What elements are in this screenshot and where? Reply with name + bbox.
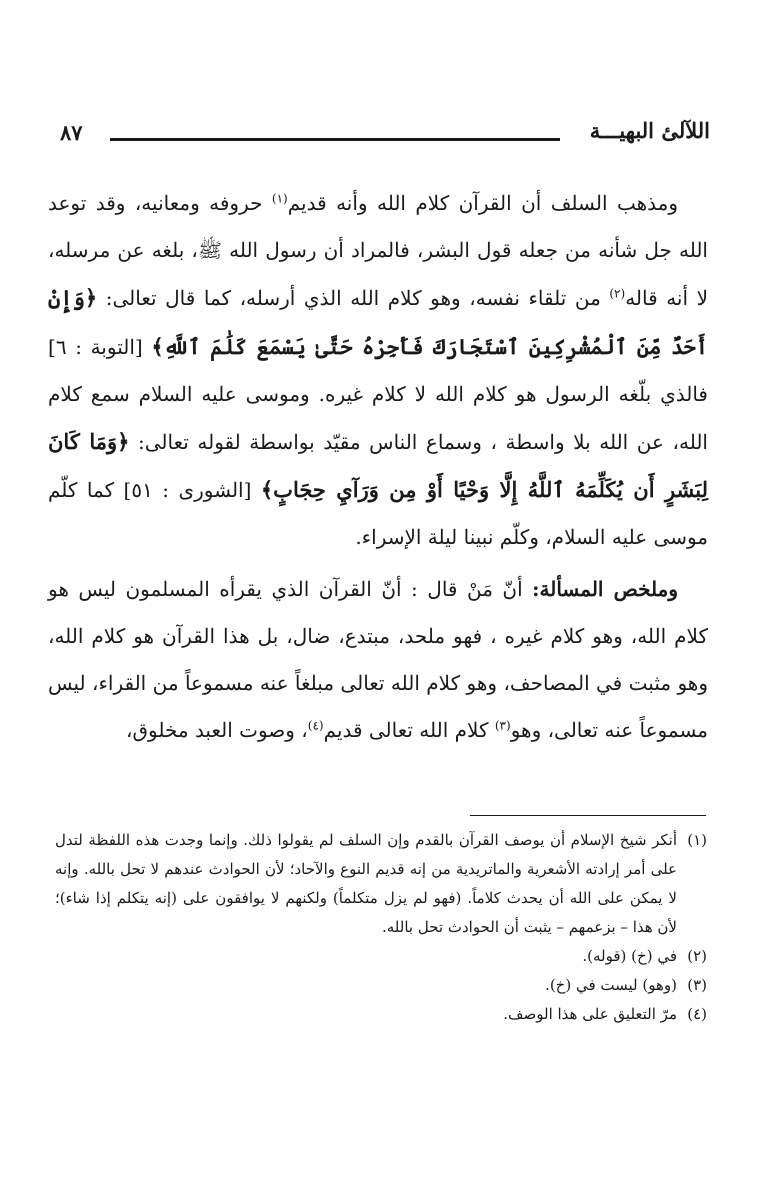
footnote-text: (وهو) ليست في (خ). — [545, 976, 677, 994]
paragraph-text: أنّ مَنْ قال : أنّ القرآن الذي يقرأه المسلمون ليس هو كلام الله، وهو كلام غيره ، فهو ملحد، مبتدع، ضال، بل هذا القرآن هو كلام الله، وهو مثبت في المصاحف، وهو كلام الله تعالى مبلغاً عنه مسموعاً من القراء، ليس مسموعاً عنه تعالى، وهو — [48, 576, 708, 743]
paragraph-text: [التوبة : ٦] فالذي بلّغه الرسول هو كلام الله لا كلام غيره. وموسى عليه السلام سمع كلام الله، عن الله بلا واسطة ، وسماع الناس مقيّد بواسطة لقوله تعالى: — [48, 334, 708, 455]
footnote-ref-3: (٣) — [494, 718, 511, 733]
footnote-text: في (خ) (قوله). — [582, 947, 677, 965]
footnote-ref-4: (٤) — [307, 718, 324, 733]
footnote-text: مرّ التعليق على هذا الوصف. — [503, 1005, 677, 1023]
footnote-4 — [55, 1000, 707, 1029]
paragraph-1 — [48, 180, 708, 562]
section-lead: وملخص المسألة: — [532, 576, 678, 601]
footnote-text: أنكر شيخ الإسلام أن يوصف القرآن بالقدم وإن السلف لم يقولوا ذلك. وإنما وجدت هذه اللفظة لتدل على أمر إرادته الأشعرية والماتريدية من إنه قديم النوع والآحاد؛ لأن الحوادث عندهم لا تحل بالله. وإنه لا يمكن على الله أن يحدث كلاماً. (فهو لم يزل متكلماً) ولكنهم لا يوافقون على (إنه يتكلم إذا شاء)؛ لأن هذا – بزعمهم – يثبت أن الحوادث تحل بالله. — [55, 831, 677, 936]
running-header — [60, 118, 710, 158]
quran-verse-2: ﴿وَمَا كَانَ لِبَشَرٍ أَن يُكَلِّمَهُ ٱللَّهُ إِلَّا وَحْيًا أَوْ مِن وَرَآيِ حِجَابٍ﴾ — [48, 429, 709, 503]
paragraph-text: ومذهب السلف أن القرآن كلام الله وأنه قديم — [287, 191, 678, 215]
page-number: ٨٧ — [60, 120, 83, 145]
footnote-number: (٢) — [687, 947, 707, 965]
paragraph-2 — [48, 566, 708, 755]
footnote-separator — [470, 815, 706, 816]
header-rule — [110, 138, 560, 141]
footnote-1 — [55, 826, 707, 942]
main-text — [48, 180, 708, 754]
paragraph-text: من تلقاء نفسه، وهو كلام الله الذي أرسله، كما قال تعالى: — [97, 286, 610, 311]
running-title: اللآلئ البهيـــة — [589, 118, 710, 143]
footnote-number: (٣) — [687, 976, 707, 994]
footnote-number: (٤) — [687, 1005, 707, 1023]
paragraph-text: [الشورى : ٥١] كما كلّم موسى عليه السلام، وكلّم نبينا ليلة الإسراء. — [48, 478, 708, 550]
paragraph-text: حروفه ومعانيه، وقد توعد الله جل شأنه من جعله قول البشر، فالمراد أن رسول الله ﷺ، بلغه عن مرسله، لا أنه قاله — [48, 191, 709, 311]
footnote-2 — [55, 942, 707, 971]
footnote-ref-2: (٢) — [609, 286, 626, 301]
footnote-3 — [55, 971, 707, 1000]
footnote-ref-1: (١) — [271, 191, 288, 206]
footnote-number: (١) — [687, 831, 707, 849]
paragraph-text: كلام الله تعالى قديم — [323, 718, 495, 743]
paragraph-text: ، وصوت العبد مخلوق، — [126, 718, 308, 743]
footnotes — [55, 826, 707, 1029]
quran-verse-1: ﴿وَإِنْ أَحَدٌ مِّنَ ٱلْمُشْرِكِينَ ٱسْتَجَارَكَ فَأَجِرْهُ حَتَّىٰ يَسْمَعَ كَلَٰمَ ٱللَّهِ﴾ — [48, 285, 708, 359]
